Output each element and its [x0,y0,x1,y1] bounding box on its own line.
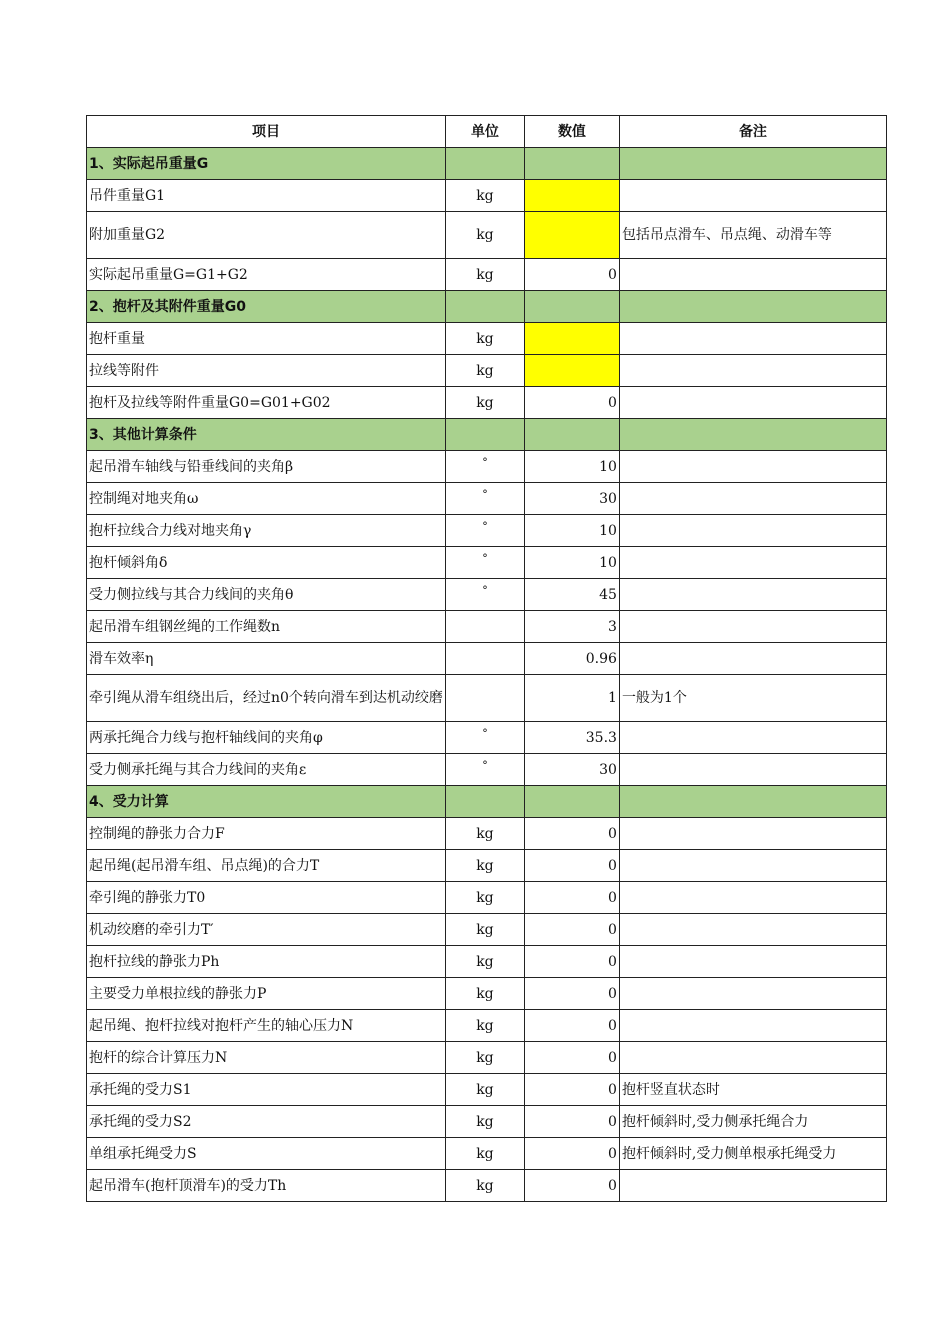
unit-cell[interactable]: kg [445,946,524,978]
item-cell[interactable]: 吊件重量G1 [87,180,446,212]
section-row [87,291,887,323]
table-row [87,1074,887,1106]
section-note-cell[interactable] [619,419,886,451]
header-row [87,116,887,148]
item-cell[interactable]: 抱杆及拉线等附件重量G0=G01+G02 [87,387,446,419]
value-cell[interactable]: 0 [524,914,619,946]
note-cell[interactable]: 抱杆倾斜时,受力侧承托绳合力 [619,1106,886,1138]
value-cell[interactable]: 0 [524,818,619,850]
unit-cell[interactable]: kg [445,1106,524,1138]
unit-cell[interactable]: ° [445,579,524,611]
table-row [87,754,887,786]
section-title[interactable]: 4、受力计算 [87,786,446,818]
section-unit-cell[interactable] [445,291,524,323]
section-row [87,148,887,180]
note-cell[interactable]: 抱杆竖直状态时 [619,1074,886,1106]
unit-cell[interactable] [445,675,524,722]
value-cell[interactable]: 3 [524,611,619,643]
item-cell[interactable]: 起吊绳(起吊滑车组、吊点绳)的合力T [87,850,446,882]
value-cell[interactable]: 0 [524,978,619,1010]
note-cell[interactable] [619,355,886,387]
table-row [87,259,887,291]
note-cell[interactable] [619,611,886,643]
unit-cell[interactable]: kg [445,323,524,355]
value-cell[interactable]: 0.96 [524,643,619,675]
table-row [87,212,887,259]
section-unit-cell[interactable] [445,148,524,180]
value-cell[interactable]: 30 [524,754,619,786]
unit-cell[interactable]: kg [445,180,524,212]
table-row [87,675,887,722]
note-cell[interactable] [619,483,886,515]
note-cell[interactable] [619,978,886,1010]
unit-cell[interactable]: kg [445,914,524,946]
item-cell[interactable]: 牵引绳从滑车组绕出后，经过n0个转向滑车到达机动绞磨 [87,675,446,722]
item-cell[interactable]: 受力侧拉线与其合力线间的夹角θ [87,579,446,611]
note-cell[interactable] [619,850,886,882]
table-row [87,483,887,515]
value-cell[interactable]: 10 [524,515,619,547]
item-cell[interactable]: 单组承托绳受力S [87,1138,446,1170]
unit-cell[interactable] [445,643,524,675]
item-cell[interactable]: 承托绳的受力S1 [87,1074,446,1106]
section-value-cell[interactable] [524,291,619,323]
value-cell[interactable]: 0 [524,1074,619,1106]
table-row [87,850,887,882]
unit-cell[interactable]: ° [445,722,524,754]
table-row [87,914,887,946]
value-cell[interactable]: 0 [524,1106,619,1138]
note-cell[interactable] [619,754,886,786]
note-cell[interactable] [619,1010,886,1042]
section-row [87,419,887,451]
table-row [87,946,887,978]
item-cell[interactable]: 控制绳的静张力合力F [87,818,446,850]
section-note-cell[interactable] [619,148,886,180]
unit-cell[interactable]: kg [445,1074,524,1106]
value-cell[interactable]: 45 [524,579,619,611]
note-cell[interactable] [619,259,886,291]
section-value-cell[interactable] [524,148,619,180]
item-cell[interactable]: 起吊滑车轴线与铅垂线间的夹角β [87,451,446,483]
section-unit-cell[interactable] [445,786,524,818]
section-title[interactable]: 1、实际起吊重量G [87,148,446,180]
value-cell[interactable]: 0 [524,1170,619,1202]
item-cell[interactable]: 抱杆重量 [87,323,446,355]
value-cell[interactable]: 10 [524,547,619,579]
table-row [87,180,887,212]
item-cell[interactable]: 受力侧承托绳与其合力线间的夹角ε [87,754,446,786]
table-row [87,323,887,355]
note-cell[interactable]: 抱杆倾斜时,受力侧单根承托绳受力 [619,1138,886,1170]
item-cell[interactable]: 牵引绳的静张力T0 [87,882,446,914]
section-title[interactable]: 2、抱杆及其附件重量G0 [87,291,446,323]
unit-cell[interactable]: kg [445,850,524,882]
unit-cell[interactable]: ° [445,515,524,547]
note-cell[interactable] [619,180,886,212]
table-row [87,611,887,643]
unit-cell[interactable]: kg [445,387,524,419]
value-cell[interactable]: 0 [524,850,619,882]
note-cell[interactable]: 包括吊点滑车、吊点绳、动滑车等 [619,212,886,259]
note-cell[interactable] [619,387,886,419]
section-title[interactable]: 3、其他计算条件 [87,419,446,451]
table-row [87,1042,887,1074]
item-cell[interactable]: 起吊绳、抱杆拉线对抱杆产生的轴心压力N [87,1010,446,1042]
unit-cell[interactable]: kg [445,1042,524,1074]
table-row [87,722,887,754]
value-cell[interactable]: 0 [524,1042,619,1074]
note-cell[interactable] [619,1170,886,1202]
note-cell[interactable] [619,451,886,483]
section-note-cell[interactable] [619,291,886,323]
note-cell[interactable] [619,515,886,547]
item-cell[interactable]: 起吊滑车(抱杆顶滑车)的受力Th [87,1170,446,1202]
calculation-sheet [86,115,887,1202]
item-cell[interactable]: 实际起吊重量G=G1+G2 [87,259,446,291]
unit-cell[interactable]: kg [445,355,524,387]
unit-cell[interactable]: ° [445,547,524,579]
unit-cell[interactable]: ° [445,451,524,483]
unit-cell[interactable] [445,611,524,643]
value-cell[interactable]: 30 [524,483,619,515]
table-row [87,355,887,387]
value-input-cell[interactable] [524,355,619,387]
value-cell[interactable]: 0 [524,946,619,978]
value-cell[interactable]: 0 [524,387,619,419]
table-row [87,1170,887,1202]
section-value-cell[interactable] [524,786,619,818]
value-input-cell[interactable] [524,180,619,212]
header-value[interactable]: 数值 [524,116,619,148]
section-row [87,786,887,818]
item-cell[interactable]: 两承托绳合力线与抱杆轴线间的夹角φ [87,722,446,754]
note-cell[interactable] [619,882,886,914]
table-row [87,1138,887,1170]
item-cell[interactable]: 抱杆拉线合力线对地夹角γ [87,515,446,547]
unit-cell[interactable]: ° [445,483,524,515]
unit-cell[interactable]: kg [445,818,524,850]
note-cell[interactable] [619,946,886,978]
note-cell[interactable] [619,323,886,355]
value-input-cell[interactable] [524,212,619,259]
unit-cell[interactable]: kg [445,1138,524,1170]
value-cell[interactable]: 35.3 [524,722,619,754]
value-cell[interactable]: 1 [524,675,619,722]
item-cell[interactable]: 滑车效率η [87,643,446,675]
table-row [87,818,887,850]
note-cell[interactable] [619,722,886,754]
item-cell[interactable]: 抱杆倾斜角δ [87,547,446,579]
table-row [87,882,887,914]
value-cell[interactable]: 0 [524,1138,619,1170]
item-cell[interactable]: 主要受力单根拉线的静张力P [87,978,446,1010]
table-row [87,1106,887,1138]
table-row [87,579,887,611]
section-value-cell[interactable] [524,419,619,451]
table-row [87,643,887,675]
section-unit-cell[interactable] [445,419,524,451]
table-row [87,451,887,483]
item-cell[interactable]: 起吊滑车组钢丝绳的工作绳数n [87,611,446,643]
item-cell[interactable]: 机动绞磨的牵引力T′ [87,914,446,946]
note-cell[interactable] [619,818,886,850]
note-cell[interactable]: 一般为1个 [619,675,886,722]
unit-cell[interactable]: kg [445,212,524,259]
item-cell[interactable]: 控制绳对地夹角ω [87,483,446,515]
item-cell[interactable]: 承托绳的受力S2 [87,1106,446,1138]
value-cell[interactable]: 0 [524,882,619,914]
unit-cell[interactable]: kg [445,1010,524,1042]
table-row [87,1010,887,1042]
note-cell[interactable] [619,547,886,579]
header-note[interactable]: 备注 [619,116,886,148]
note-cell[interactable] [619,1042,886,1074]
item-cell[interactable]: 附加重量G2 [87,212,446,259]
note-cell[interactable] [619,643,886,675]
item-cell[interactable]: 抱杆拉线的静张力Ph [87,946,446,978]
value-cell[interactable]: 10 [524,451,619,483]
unit-cell[interactable]: kg [445,978,524,1010]
value-cell[interactable]: 0 [524,259,619,291]
section-note-cell[interactable] [619,786,886,818]
item-cell[interactable]: 拉线等附件 [87,355,446,387]
table-row [87,978,887,1010]
unit-cell[interactable]: ° [445,754,524,786]
table-row [87,515,887,547]
note-cell[interactable] [619,914,886,946]
header-item[interactable]: 项目 [87,116,446,148]
value-cell[interactable]: 0 [524,1010,619,1042]
note-cell[interactable] [619,579,886,611]
unit-cell[interactable]: kg [445,1170,524,1202]
value-input-cell[interactable] [524,323,619,355]
header-unit[interactable]: 单位 [445,116,524,148]
table-row [87,547,887,579]
unit-cell[interactable]: kg [445,259,524,291]
unit-cell[interactable]: kg [445,882,524,914]
table-row [87,387,887,419]
item-cell[interactable]: 抱杆的综合计算压力N [87,1042,446,1074]
